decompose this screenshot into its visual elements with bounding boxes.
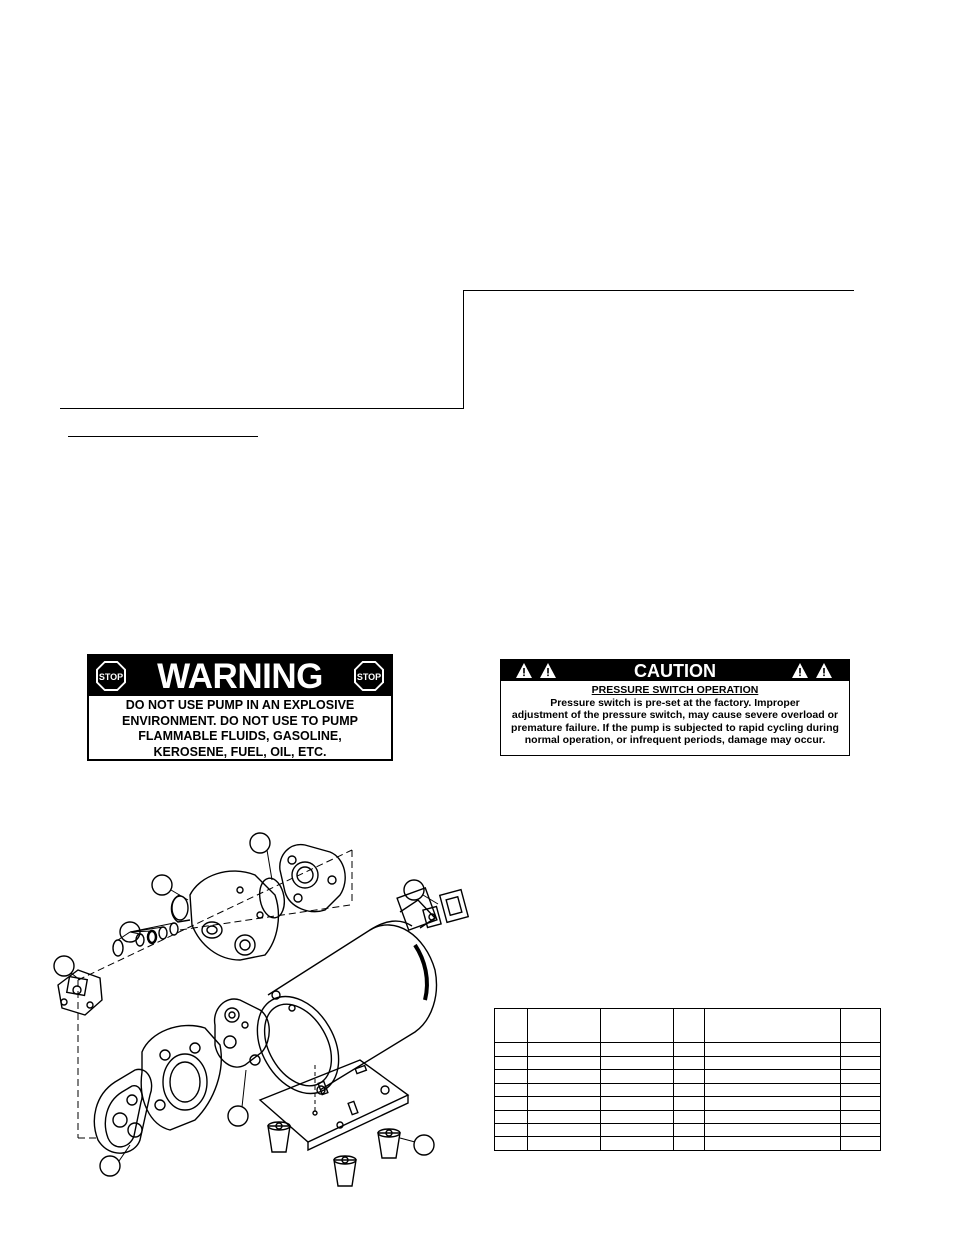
table-row [495, 1110, 881, 1123]
caution-label [500, 659, 850, 756]
caution-header [501, 660, 849, 681]
caution-line: normal operation, or infrequent periods, damage may occur. [524, 734, 826, 746]
callout-balloon [404, 880, 438, 904]
callout-balloon [152, 875, 188, 900]
stop-sign-text: STOP [356, 672, 382, 682]
assembly-guide-lines [75, 850, 352, 1200]
caution-title: CAUTION [634, 661, 716, 681]
caution-line: adjustment of the pressure switch, may cause severe overload or [511, 709, 839, 721]
warning-line: DO NOT USE PUMP IN AN EXPLOSIVE [125, 698, 355, 712]
caution-subtitle: PRESSURE SWITCH OPERATION [591, 684, 759, 696]
table-row [495, 1124, 881, 1137]
warning-text [91, 698, 389, 760]
callout-balloon [400, 1135, 434, 1155]
callout-balloon [100, 1145, 130, 1176]
rubber-foot [378, 1129, 400, 1158]
caution-text [503, 684, 847, 747]
warning-header [89, 656, 391, 696]
section-rule-top-right [463, 290, 854, 291]
pressure-switch [58, 970, 102, 1015]
callout-balloon [54, 956, 80, 980]
lower-housing [141, 1025, 221, 1130]
warning-title: WARNING [157, 657, 323, 696]
table-row [495, 1056, 881, 1069]
warning-triangle-icons [515, 662, 559, 679]
front-cover [94, 1069, 151, 1153]
warning-line: FLAMMABLE FLUIDS, GASOLINE, [138, 729, 342, 743]
table-header-row [495, 1009, 881, 1043]
callout-balloon [228, 1070, 248, 1126]
callout-balloon [250, 833, 272, 880]
check-valve-plate [280, 845, 345, 912]
caution-line: premature failure. If the pump is subjected to rapid cycling during [511, 721, 839, 734]
drive-assembly [215, 999, 270, 1067]
warning-label [87, 654, 393, 761]
table-row [495, 1070, 881, 1083]
table-row [495, 1043, 881, 1056]
heading-underline [68, 436, 258, 437]
rubber-foot [268, 1122, 290, 1152]
table-row [495, 1083, 881, 1096]
stop-sign-icon [353, 660, 385, 692]
motor-body [241, 888, 437, 1108]
stop-sign-icon [95, 660, 127, 692]
table-row [495, 1097, 881, 1110]
section-rule-left [60, 408, 464, 409]
warning-triangle-icons [791, 662, 835, 679]
stop-sign-text: STOP [98, 672, 124, 682]
warning-line: KEROSENE, FUEL, OIL, ETC. [153, 744, 327, 759]
pump-exploded-diagram [40, 820, 470, 1200]
table-row [495, 1137, 881, 1151]
parts-table [494, 1008, 881, 1151]
warning-line: ENVIRONMENT. DO NOT USE TO PUMP [122, 713, 358, 728]
rubber-foot [334, 1156, 356, 1186]
section-rule-vertical [463, 290, 464, 409]
caution-line: Pressure switch is pre-set at the factory. Improper [550, 696, 800, 709]
